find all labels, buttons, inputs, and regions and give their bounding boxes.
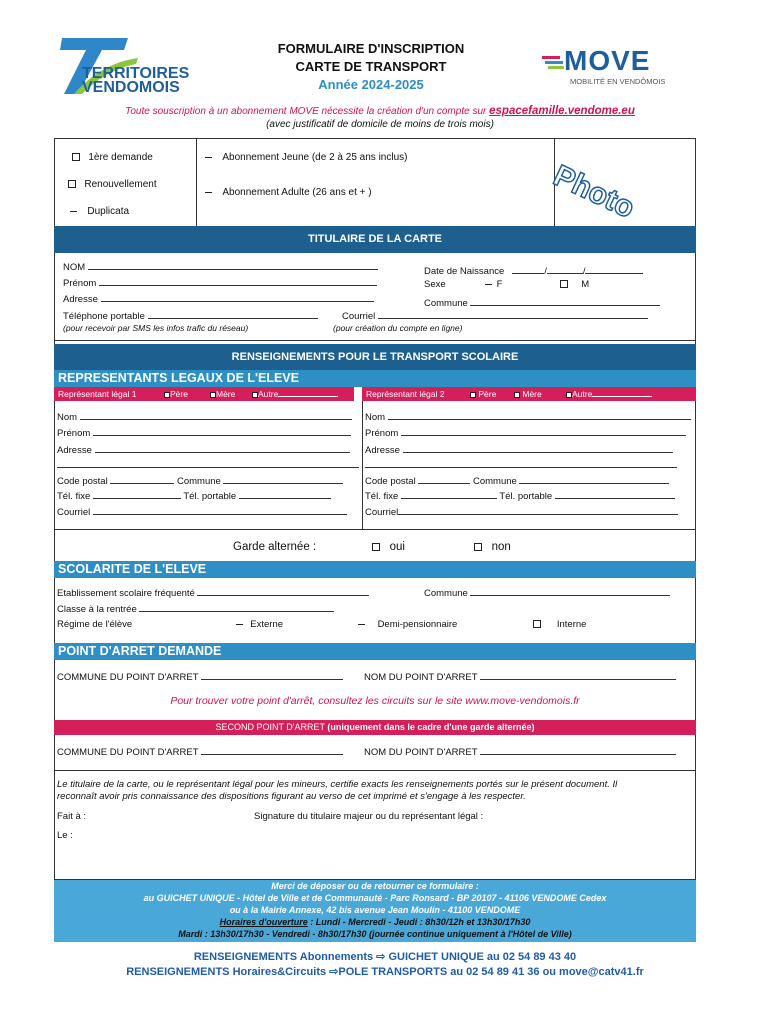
schooling-title: SCOLARITE DE L'ELEVE — [58, 562, 207, 576]
rep1-cp: Code postal Commune — [57, 474, 343, 488]
notice-link[interactable]: espacefamille.vendome.eu — [489, 105, 635, 117]
rep2-prenom-field[interactable] — [401, 426, 686, 436]
young-checkbox[interactable] — [205, 157, 212, 158]
sexe-f-checkbox[interactable] — [485, 284, 492, 285]
form-title-line2: CARTE DE TRANSPORT — [295, 59, 447, 74]
rep2-label: Représentant légal 2 — [366, 389, 445, 399]
holder-sexe-f: F — [485, 279, 502, 291]
schooling-commune: Commune — [424, 586, 670, 600]
rep2-tel-port-field[interactable] — [555, 489, 675, 499]
stop2-nom-field[interactable] — [480, 745, 676, 755]
rep1-prenom: Prénom — [57, 426, 351, 440]
footer-line1: Merci de déposer ou de retourner ce formulaire : — [271, 881, 479, 891]
schooling-classe: Classe à la rentrée — [57, 602, 334, 616]
sexe-m-checkbox[interactable] — [560, 280, 568, 288]
footer-line4: Horaires d'ouverture : Lundi - Mercredi - Jeudi : 8h30/12h et 13h30/17h30 — [219, 917, 531, 927]
rep2-prenom: Prénom — [365, 426, 686, 440]
holder-prenom: Prénom — [63, 276, 377, 290]
legal-reps-bar — [54, 370, 696, 387]
schooling-etab-field[interactable] — [197, 586, 369, 596]
holder-sexe-m: M — [560, 279, 589, 291]
certify-text-2: reconnaît avoir pris connaissance des dispositions figurant au verso de cet imprimé et s'engage à les respecter. — [57, 791, 526, 802]
legal-reps-title: REPRESENTANTS LEGAUX DE L'ELEVE — [58, 371, 299, 385]
stop1-nom: NOM DU POINT D'ARRET — [364, 670, 676, 684]
move-logo-sub: MOBILITÉ EN VENDÔMOIS — [570, 77, 666, 86]
regime-demi: Demi-pensionnaire — [358, 619, 457, 631]
rep2-tel: Tél. fixe Tél. portable — [365, 489, 675, 503]
birth-year-field[interactable] — [585, 264, 643, 274]
rep2-tel-fixe-field[interactable] — [401, 489, 497, 499]
holder-tel-note: (pour recevoir par SMS les infos trafic du réseau) — [63, 323, 249, 333]
rep2-pere: Père — [470, 388, 496, 400]
externe-checkbox[interactable] — [236, 624, 243, 625]
footer-line5: Mardi : 13h30/17h30 - Vendredi - 8h30/17h30 (journée continue uniquement à l'Hôtel de Ville) — [178, 929, 572, 939]
holder-section-bar — [54, 226, 696, 253]
rep1-prenom-field[interactable] — [93, 426, 351, 436]
footer-line2: au GUICHET UNIQUE - Hôtel de Ville et de Communauté - Parc Ronsard - BP 20107 - 41106 VENDOME Cedex — [143, 893, 607, 903]
holder-adresse: Adresse — [63, 292, 374, 306]
birth-month-field[interactable] — [547, 264, 583, 274]
second-stop-note: (uniquement dans le cadre d'une garde alternée) — [327, 722, 535, 732]
move-logo-text: MOVE — [564, 45, 651, 76]
regime-externe: Externe — [236, 619, 283, 631]
rep1-nom: Nom — [57, 410, 352, 424]
rep2-cp-field[interactable] — [418, 474, 470, 484]
notice — [60, 105, 700, 118]
schooling-bar — [54, 561, 696, 578]
holder-nom-field[interactable] — [88, 260, 378, 270]
rep2-adresse: Adresse — [365, 443, 673, 457]
regime-interne: Interne — [533, 619, 586, 631]
photo-label: Photo — [548, 159, 640, 225]
rep1-mere: Mère — [210, 388, 235, 400]
stop-bar — [54, 643, 696, 660]
rep2-mere: Mère — [514, 388, 542, 400]
second-stop-title: SECOND POINT D'ARRET — [215, 722, 325, 732]
request-young: Abonnement Jeune (de 2 à 25 ans inclus) — [205, 152, 407, 164]
rep1-autre: Autre — [252, 388, 338, 400]
info-horaires: RENSEIGNEMENTS Horaires&Circuits ⇨POLE TRANSPORTS au 02 54 89 41 36 ou move@catv41.fr — [126, 966, 644, 978]
rep1-label: Représentant légal 1 — [58, 389, 137, 399]
holder-adresse-field[interactable] — [101, 292, 374, 302]
rep2-nom: Nom — [365, 410, 691, 424]
rep2-pere-checkbox[interactable] — [470, 392, 476, 398]
request-adult: Abonnement Adulte (26 ans et + ) — [205, 187, 372, 199]
garde-label: Garde alternée : — [233, 541, 317, 553]
holder-birth: Date de Naissance / / — [424, 264, 643, 278]
form-title-line1: FORMULAIRE D'INSCRIPTION — [277, 41, 465, 56]
birth-day-field[interactable] — [512, 264, 544, 274]
certify-fait: Fait à : — [57, 811, 87, 822]
schooling-etab: Etablissement scolaire fréquenté — [57, 586, 369, 600]
territoires-logo-line1: TERRITOIRES — [82, 65, 190, 82]
duplicate-checkbox[interactable] — [70, 211, 77, 212]
rep2-courriel-field[interactable] — [398, 505, 678, 515]
rep2-nom-field[interactable] — [388, 410, 691, 420]
request-renew: Renouvellement — [68, 179, 157, 191]
rep1-courriel: Courriel — [57, 505, 347, 519]
holder-tel: Téléphone portable — [63, 309, 318, 323]
demi-checkbox[interactable] — [358, 624, 365, 625]
holder-sexe: Sexe — [424, 279, 446, 290]
stop-hint: Pour trouver votre point d'arrêt, consultez les circuits sur le site www.move-vendomois.fr — [170, 695, 580, 707]
second-stop-bar — [54, 720, 696, 735]
rep2-commune-field[interactable] — [519, 474, 669, 484]
interne-checkbox[interactable] — [533, 620, 541, 628]
garde-oui: oui — [372, 540, 405, 554]
rep1-tel: Tél. fixe Tél. portable — [57, 489, 331, 503]
garde-non-checkbox[interactable] — [474, 543, 482, 551]
schooling-commune-field[interactable] — [470, 586, 670, 596]
certify-signature: Signature du titulaire majeur ou du représentant légal : — [254, 811, 484, 822]
renew-checkbox[interactable] — [68, 180, 76, 188]
stop1-commune: COMMUNE DU POINT D'ARRET — [57, 670, 343, 684]
footer-line3: ou à la Mairie Annexe, 42 bis avenue Jean Moulin - 41100 VENDOME — [229, 905, 521, 915]
notice-subtext: (avec justificatif de domicile de moins de trois mois) — [266, 119, 494, 130]
school-transport-title: RENSEIGNEMENTS POUR LE TRANSPORT SCOLAIRE — [231, 351, 519, 363]
rep2-cp: Code postal Commune — [365, 474, 669, 488]
territoires-logo-line2: VENDOMOIS — [82, 79, 180, 96]
garde-non: non — [474, 540, 511, 554]
rep1-adresse-field[interactable] — [95, 443, 350, 453]
rep2-adresse-field[interactable] — [403, 443, 673, 453]
rep2-autre: Autre — [566, 388, 652, 400]
stop2-commune-field[interactable] — [201, 745, 343, 755]
form-title-year: Année 2024-2025 — [318, 77, 424, 92]
holder-courriel-note: (pour création du compte en ligne) — [333, 323, 463, 333]
holder-prenom-field[interactable] — [99, 276, 377, 286]
notice-text: Toute souscription à un abonnement MOVE nécessite la création d'un compte sur — [125, 106, 487, 117]
certify-text-1: Le titulaire de la carte, ou le représentant légal pour les mineurs, certifie exacts les renseignements portés sur le présent document. Il — [57, 779, 618, 790]
garde-oui-checkbox[interactable] — [372, 543, 380, 551]
holder-tel-field[interactable] — [148, 309, 318, 319]
stop2-nom: NOM DU POINT D'ARRET — [364, 745, 676, 759]
schooling-regime: Régime de l'élève — [57, 619, 133, 630]
rep1-tel-fixe-field[interactable] — [93, 489, 181, 499]
adult-checkbox[interactable] — [205, 192, 212, 193]
holder-commune: Commune — [424, 296, 660, 310]
holder-commune-field[interactable] — [470, 296, 660, 306]
holder-title: TITULAIRE DE LA CARTE — [307, 233, 443, 245]
rep1-tel-port-field[interactable] — [239, 489, 331, 499]
rep1-courriel-field[interactable] — [93, 505, 347, 515]
school-transport-bar — [54, 344, 696, 370]
rep2-courriel: Courriel — [365, 505, 678, 519]
stop1-nom-field[interactable] — [480, 670, 676, 680]
holder-courriel: Courriel — [342, 309, 648, 323]
schooling-classe-field[interactable] — [139, 602, 334, 612]
info-abonnements: RENSEIGNEMENTS Abonnements ⇨ GUICHET UNIQUE au 02 54 89 43 40 — [193, 951, 577, 963]
rep1-pere: Père — [164, 388, 188, 400]
rep1-nom-field[interactable] — [80, 410, 352, 420]
first-request-checkbox[interactable] — [72, 153, 80, 161]
stop2-commune: COMMUNE DU POINT D'ARRET — [57, 745, 343, 759]
rep2-mere-checkbox[interactable] — [514, 392, 520, 398]
rep1-cp-field[interactable] — [110, 474, 174, 484]
move-logo-lines-icon — [542, 56, 564, 70]
rep1-adresse: Adresse — [57, 443, 350, 457]
certify-le: Le : — [57, 830, 73, 841]
move-logo — [538, 46, 688, 90]
holder-courriel-field[interactable] — [378, 309, 648, 319]
request-duplicate: Duplicata — [70, 206, 129, 218]
rep1-commune-field[interactable] — [223, 474, 343, 484]
stop-title: POINT D'ARRET DEMANDE — [58, 644, 222, 658]
stop1-commune-field[interactable] — [201, 670, 343, 680]
request-first: 1ère demande — [72, 152, 153, 164]
holder-nom: NOM — [63, 260, 378, 274]
